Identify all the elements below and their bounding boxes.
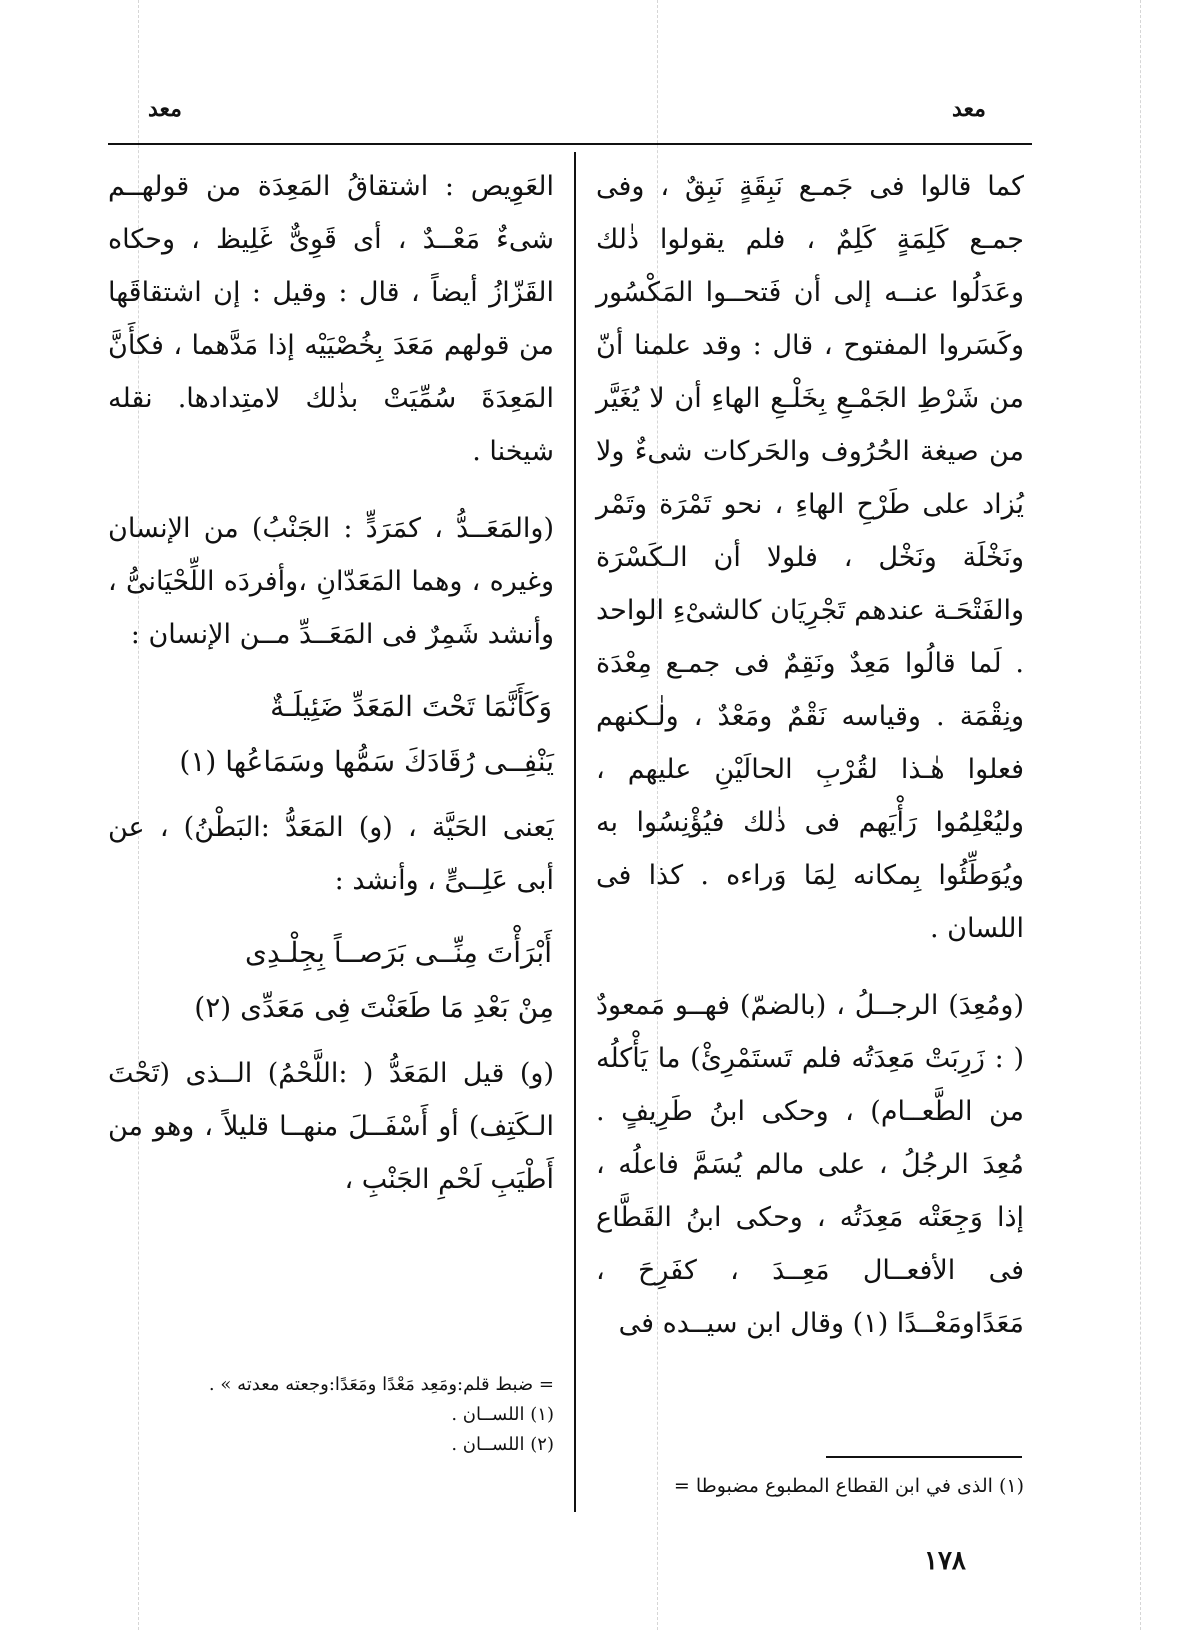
footnote: (١) اللســان . (451, 1404, 554, 1425)
paragraph: (والمَعَــدُّ ، كمَرَدٍّ : الجَنْبُ) من الإنسان وغيره ، وهما المَعَدّانِ ،وأفردَه اللِّحْيَانىُّ ، وأنشد شَمِرٌ فى المَعَــدِّ مــن الإنسان : (108, 513, 554, 650)
verse-hemistich: مِنْ بَعْدِ مَا طَعَنْتَ فِى مَعَدِّى (٢) (194, 991, 554, 1024)
paragraph: يَعنى الحَيَّة ، (و) المَعَدُّ :البَطْنُ) ، عن أبى عَلِــىٍّ ، وأنشد : (108, 812, 554, 896)
footnote: (١) الذى في ابن القطاع المطبوع مضبوطا = (673, 1475, 1024, 1497)
running-head-left: معد (148, 96, 182, 122)
footnotes-block (108, 1370, 554, 1460)
verse (108, 925, 554, 1035)
column-divider (574, 152, 576, 1512)
paragraph: (و) قيل المَعَدُّ ( :اللَّحْمُ) الــذى (تَحْتَ الـكَتِف) أو أَسْفَــلَ منهــا قليلاً ، وهو من أَطْيَبِ لَحْمِ الجَنْبِ ، (108, 1058, 554, 1195)
verse (108, 679, 554, 789)
verse-hemistich: يَنْفِــى رُقَادَكَ سَمُّها وسَمَاعُها (١) (179, 745, 554, 778)
running-head-right: معد (952, 96, 986, 122)
footnote: (٢) اللســان . (451, 1434, 554, 1455)
verse-hemistich: وَكَأَنَّمَا تَحْتَ المَعَدِّ ضَئِيلَـةٌ (270, 690, 552, 723)
paragraph: (ومُعِدَ) الرجــلُ ، (بالضمّ) فهــو مَمعودٌ ( : زَرِبَتْ مَعِدَتُه فلم تَستَمْرِئْ) ما يَأْكلُه من الطَّعــام) ، وحكى ابنُ طَرِيفٍ . مُعِدَ الرجُلُ ، على مالم يُسَمَّ فاعلُه ، إذا وَجِعَتْه مَعِدَتُه ، وحكى ابنُ القَطَّاع فى الأفعــال مَعِــدَ ، كفَرِحَ ، مَعَدًاومَعْــدًا (١) وقال ابن سيــده فى (596, 990, 1024, 1339)
left-column (108, 160, 554, 1206)
footnote-rule (826, 1456, 1022, 1458)
scan-guide-line (1140, 0, 1141, 1630)
paragraph: كما قالوا فى جَمـع نَبِقَةٍ نَبِقٌ ، وفى جمـع كَلِمَةٍ كَلِمٌ ، فلم يقولوا ذٰلك وعَدَلُوا عنــه إلى أن فَتحــوا المَكْسُور وكَسَروا المفتوح ، قال : وقد علمنا أنّ من شَرْطِ الجَمْـعِ بِخَلْـعِ الهاءِ أن لا يُغَيَّر من صيغة الحُرُوف والحَركات شىءٌ ولا يُزاد على طَرْحِ الهاءِ ، نحو تَمْرَة وتَمْر ونَخْلَة ونَخْل ، فلولا أن الـكَسْرَة والفَتْحَـة عندهم تَجْرِيَان كالشىْءِ الواحد . لَما قالُوا مَعِدٌ ونَقِمٌ فى جمـع مِعْدَة ونِقْمَة . وقياسه نَقْمٌ ومَعْدٌ ، ولٰـكنهم فعلوا هٰـذا لقُرْبِ الحالَيْنِ عليهم ، وليُعْلِمُوا رَأْيَهم فى ذٰلك فيُؤْنِسُوا به ويُوَطِّئُوا بِمكانه لِمَا وَراءه . كذا فى اللسان . (596, 171, 1025, 944)
paragraph: العَوِيص : اشتقاقُ المَعِدَة من قولهــم شىءٌ مَعْــدٌ ، أى قَوِىٌّ غَلِيظ ، وحكاه القَزّازُ أيضاً ، قال : وقيل : إن اشتقاقَها من قولهم مَعَدَ بِخُصْيَيْه إذا مَدَّهما ، فكأَنَّ المَعِدَةَ سُمِّيَتْ بذٰلك لامتِدادها. نقله شيخنا . (108, 171, 554, 467)
header-rule (108, 143, 1032, 145)
verse-hemistich: أَبْرَأْتَ مِنِّــى بَرَصــاً بِجِلْـدِى (245, 936, 552, 969)
footnote: = ضبط قلم:ومَعِد مَعْدًا ومَعَدًا:وجعته معدته » . (208, 1374, 554, 1395)
right-column (596, 160, 1024, 1350)
page-number: ١٧٨ (924, 1546, 966, 1576)
